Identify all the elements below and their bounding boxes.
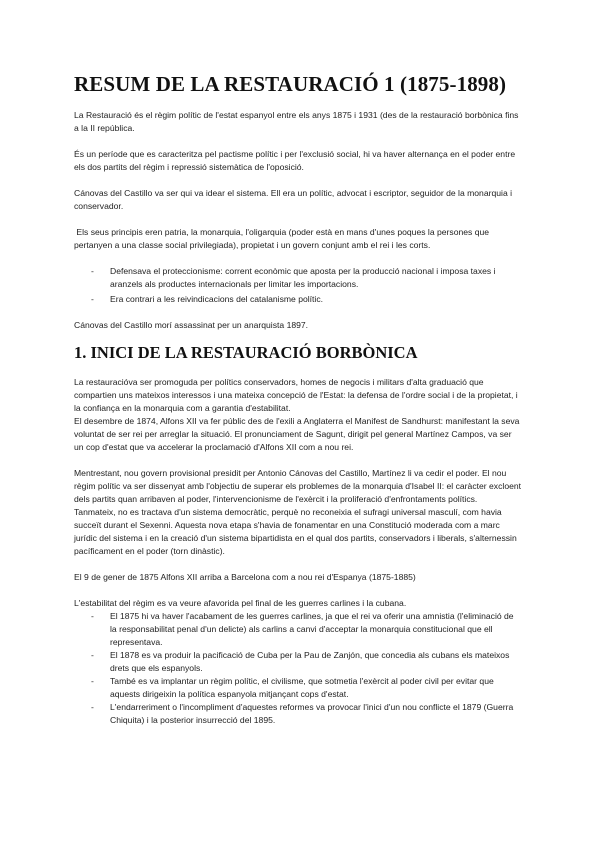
list-item [91, 610, 522, 649]
intro-paragraph: És un període que es caracteritza pel pactisme polític i per l'exclusió social, hi va haver alternança en el poder entre els dos partits del règim i repressió sistemàtica de l'oposició. [74, 149, 516, 172]
list-item-text: També es va implantar un règim polític, el civilisme, que sotmetia l'exèrcit al poder civil per evitar que aquests dirigeixin la política espanyola mitjançant cops d'estat. [110, 676, 494, 699]
list-item-text: El 1878 es va produir la pacificació de Cuba per la Pau de Zanjón, que concedia als cubans els mateixos drets que els espanyols. [110, 650, 510, 673]
dash-bullet: - [91, 611, 94, 621]
list-item [91, 701, 522, 727]
list-item-text: Defensava el proteccionisme: corrent econòmic que aposta per la producció nacional i imposa taxes i aranzels als productes internacionals per limitar les importacions. [110, 266, 496, 289]
list-item [91, 675, 522, 701]
dash-bullet: - [91, 294, 94, 304]
dash-bullet: - [91, 676, 94, 686]
section-paragraph: El 9 de gener de 1875 Alfons XII arriba a Barcelona com a nou rei d'Espanya (1875-1885) [74, 572, 416, 582]
section-paragraph: Mentrestant, nou govern provisional presidit per Antonio Cánovas del Castillo, Martínez li va cedir el poder. El nou règim polític va ser dissenyat amb l'objectiu de superar els problemes de la monarquia d'Isabel II: el caràcter excloent dels partits quan arribaven al poder, l'intervencionisme de l'exèrcit i la proliferació d'enfrontaments polítics. [74, 468, 522, 504]
death-note: Cánovas del Castillo morí assassinat per un anarquista 1897. [74, 320, 309, 330]
list-item [91, 649, 522, 675]
dash-bullet: - [91, 702, 94, 712]
dash-bullet: - [91, 266, 94, 276]
list-item-text: El 1875 hi va haver l'acabament de les guerres carlines, ja que el rei va oferir una amnistia (l'eliminació de la responsabilitat penal d'un delicte) als carlins a canvi d'acceptar la monarquia constitucional que ell representava. [110, 611, 514, 647]
section-heading: 1. INICI DE LA RESTAURACIÓ BORBÒNICA [74, 343, 418, 362]
dash-bullet: - [91, 650, 94, 660]
section-paragraph: L'estabilitat del règim es va veure afavorida pel final de les guerres carlines i la cubana. [74, 598, 407, 608]
section-paragraph: El desembre de 1874, Alfons XII va fer públic des de l'exili a Anglaterra el Manifest de Sandhurst: manifestant la seva voluntat de ser rei per arreglar la situació. El pronunciament de Sagunt, dirigit pel general Martínez Campos, va ser un cop d'estat que va accelerar la proclamació d'Alfons XII com a nou rei. [74, 416, 520, 452]
intro-paragraph: La Restauració és el règim polític de l'estat espanyol entre els anys 1875 i 1931 (des de la restauració borbònica fins a la II república. [74, 110, 519, 133]
list-item [91, 293, 522, 306]
list-item-text: Era contrari a les reivindicacions del catalanisme polític. [110, 294, 324, 304]
principles-list [91, 265, 522, 306]
list-item [91, 265, 522, 291]
intro-paragraph: Els seus principis eren patria, la monarquia, l'oligarquia (poder està en mans d'unes poques la persones que pertanyen a una classe social privilegiada), propietat i un govern conjunt amb el rei i les corts. [74, 227, 492, 250]
list-item-text: L'endarreriment o l'incompliment d'aquestes reformes va provocar l'inici d'un nou conflicte el 1879 (Guerra Chiquita) i la posterior insurrecció del 1895. [110, 702, 514, 725]
section-paragraph: La restauracióva ser promoguda per polítics conservadors, homes de negocis i militars d'alta graduació que compartien uns mateixos interessos i una mateixa concepció de l'Estat: la defensa de l'ordre social i de la propietat, i la confiança en la monarquia com a garantia d'estabilitat. [74, 377, 518, 413]
section-paragraph: Tanmateix, no es tractava d'un sistema democràtic, perquè no reconeixia el sufragi universal masculí, com havia succeït durant el Sexenni. Aquesta nova etapa s'havia de fonamentar en una Constitució moderada com a marc jurídic del sistema i en la creació d'un sistema bipartidista en el qual dos partits, conservadors i liberals, s'alternessin pacíficament en el poder (torn dinàstic). [74, 507, 517, 556]
stability-list [91, 610, 522, 727]
document-title: RESUM DE LA RESTAURACIÓ 1 (1875-1898) [74, 72, 507, 96]
intro-paragraph: Cánovas del Castillo va ser qui va idear el sistema. Ell era un polític, advocat i escriptor, seguidor de la monarquia i conservador. [74, 188, 513, 211]
